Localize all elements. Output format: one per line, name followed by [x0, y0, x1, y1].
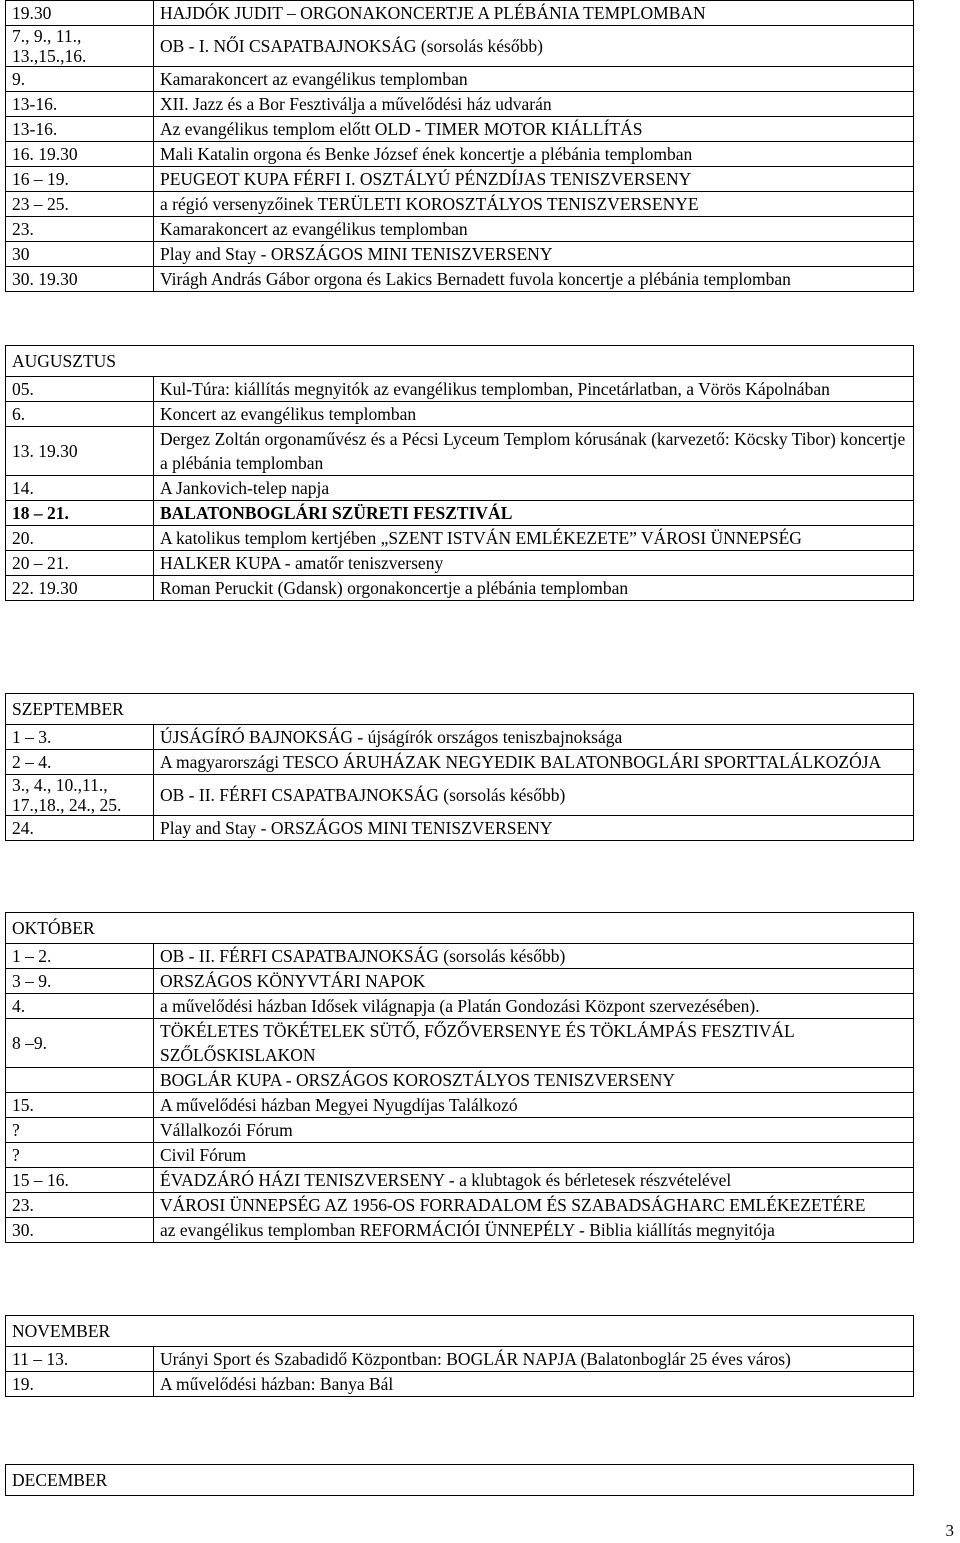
table-row — [6, 167, 914, 192]
date-cell: 7., 9., 11., 13.,15.,16. — [6, 26, 154, 67]
table-row — [6, 1218, 914, 1243]
date-cell: 6. — [6, 402, 154, 427]
event-cell: HALKER KUPA - amatőr teniszverseny — [154, 551, 914, 576]
date-cell: 19.30 — [6, 1, 154, 26]
date-cell: 13-16. — [6, 117, 154, 142]
event-cell: A katolikus templom kertjében „SZENT ISTVÁN EMLÉKEZETE” VÁROSI ÜNNEPSÉG — [154, 526, 914, 551]
event-cell: OB - II. FÉRFI CSAPATBAJNOKSÁG (sorsolás később) — [154, 775, 914, 816]
table-row — [6, 994, 914, 1019]
table-row — [6, 816, 914, 841]
event-cell: Virágh András Gábor orgona és Lakics Bernadett fuvola koncertje a plébánia templomban — [154, 267, 914, 292]
table-row — [6, 750, 914, 775]
table-row — [6, 1093, 914, 1118]
page-number: 3 — [945, 1521, 954, 1540]
event-cell: Dergez Zoltán orgonaművész és a Pécsi Lyceum Templom kórusának (karvezető: Köcsky Tibor) koncertje a plébánia templomban — [154, 427, 914, 476]
table-row — [6, 192, 914, 217]
date-cell: 14. — [6, 476, 154, 501]
event-cell: HAJDÓK JUDIT – ORGONAKONCERTJE A PLÉBÁNIA TEMPLOMBAN — [154, 1, 914, 26]
event-cell: Play and Stay - ORSZÁGOS MINI TENISZVERSENY — [154, 242, 914, 267]
date-cell — [6, 1068, 154, 1093]
event-cell: A magyarországi TESCO ÁRUHÁZAK NEGYEDIK BALATONBOGLÁRI SPORTTALÁLKOZÓJA — [154, 750, 914, 775]
date-cell: 23. — [6, 1193, 154, 1218]
date-cell: 20 – 21. — [6, 551, 154, 576]
date-cell: 2 – 4. — [6, 750, 154, 775]
event-cell: a régió versenyzőinek TERÜLETI KOROSZTÁLYOS TENISZVERSENYE — [154, 192, 914, 217]
table-row — [6, 427, 914, 476]
table-row — [6, 217, 914, 242]
event-cell: TÖKÉLETES TÖKÉTELEK SÜTŐ, FŐZŐVERSENYE ÉS TÖKLÁMPÁS FESZTIVÁL SZŐLŐSKISLAKON — [154, 1019, 914, 1068]
table-july — [5, 0, 914, 292]
table-row — [6, 242, 914, 267]
event-cell: a művelődési házban Idősek világnapja (a Platán Gondozási Központ szervezésében). — [154, 994, 914, 1019]
table-row — [6, 1347, 914, 1372]
month-heading: OKTÓBER — [6, 913, 914, 944]
month-heading: DECEMBER — [6, 1465, 914, 1496]
event-cell: A művelődési házban Megyei Nyugdíjas Találkozó — [154, 1093, 914, 1118]
event-cell: ÚJSÁGÍRÓ BAJNOKSÁG - újságírók országos teniszbajnoksága — [154, 725, 914, 750]
event-cell: A Jankovich-telep napja — [154, 476, 914, 501]
date-cell: ? — [6, 1118, 154, 1143]
event-cell: Koncert az evangélikus templomban — [154, 402, 914, 427]
month-heading: NOVEMBER — [6, 1316, 914, 1347]
table-row — [6, 67, 914, 92]
table-row — [6, 526, 914, 551]
date-cell: 3., 4., 10.,11., 17.,18., 24., 25. — [6, 775, 154, 816]
date-cell: 16 – 19. — [6, 167, 154, 192]
date-cell: 22. 19.30 — [6, 576, 154, 601]
table-row — [6, 551, 914, 576]
table-row — [6, 476, 914, 501]
table-row — [6, 92, 914, 117]
date-cell: 20. — [6, 526, 154, 551]
table-november — [5, 1315, 914, 1397]
date-cell: 1 – 3. — [6, 725, 154, 750]
table-row — [6, 402, 914, 427]
date-cell: 30. — [6, 1218, 154, 1243]
table-row — [6, 944, 914, 969]
date-cell: 30 — [6, 242, 154, 267]
date-cell: 4. — [6, 994, 154, 1019]
date-cell: 11 – 13. — [6, 1347, 154, 1372]
event-cell: BALATONBOGLÁRI SZÜRETI FESZTIVÁL — [154, 501, 914, 526]
date-cell: 16. 19.30 — [6, 142, 154, 167]
event-cell: Kamarakoncert az evangélikus templomban — [154, 217, 914, 242]
table-row — [6, 117, 914, 142]
date-cell: 1 – 2. — [6, 944, 154, 969]
event-cell: BOGLÁR KUPA - ORSZÁGOS KOROSZTÁLYOS TENISZVERSENY — [154, 1068, 914, 1093]
date-cell: 13-16. — [6, 92, 154, 117]
date-cell: 9. — [6, 67, 154, 92]
date-cell: 30. 19.30 — [6, 267, 154, 292]
event-cell: ÉVADZÁRÓ HÁZI TENISZVERSENY - a klubtagok és bérletesek részvételével — [154, 1168, 914, 1193]
table-row — [6, 1019, 914, 1068]
table-row — [6, 142, 914, 167]
table-september — [5, 693, 914, 841]
table-row — [6, 969, 914, 994]
table-row — [6, 501, 914, 526]
date-cell: 19. — [6, 1372, 154, 1397]
table-row — [6, 1372, 914, 1397]
table-row — [6, 725, 914, 750]
table-row — [6, 1168, 914, 1193]
table-row — [6, 267, 914, 292]
event-cell: Civil Fórum — [154, 1143, 914, 1168]
date-cell: 15. — [6, 1093, 154, 1118]
table-row — [6, 26, 914, 67]
date-cell: 18 – 21. — [6, 501, 154, 526]
date-cell: 15 – 16. — [6, 1168, 154, 1193]
event-cell: Urányi Sport és Szabadidő Központban: BOGLÁR NAPJA (Balatonboglár 25 éves város) — [154, 1347, 914, 1372]
event-cell: ORSZÁGOS KÖNYVTÁRI NAPOK — [154, 969, 914, 994]
date-cell: 8 –9. — [6, 1019, 154, 1068]
date-cell: 23 – 25. — [6, 192, 154, 217]
date-cell: 24. — [6, 816, 154, 841]
event-cell: Roman Peruckit (Gdansk) orgonakoncertje a plébánia templomban — [154, 576, 914, 601]
month-heading: SZEPTEMBER — [6, 694, 914, 725]
event-cell: Kamarakoncert az evangélikus templomban — [154, 67, 914, 92]
event-cell: OB - I. NŐI CSAPATBAJNOKSÁG (sorsolás később) — [154, 26, 914, 67]
event-cell: XII. Jazz és a Bor Fesztiválja a művelődési ház udvarán — [154, 92, 914, 117]
date-cell: 13. 19.30 — [6, 427, 154, 476]
table-row — [6, 576, 914, 601]
event-cell: Play and Stay - ORSZÁGOS MINI TENISZVERSENY — [154, 816, 914, 841]
event-cell: Kul-Túra: kiállítás megnyitók az evangélikus templomban, Pincetárlatban, a Vörös Kápolnában — [154, 377, 914, 402]
event-cell: az evangélikus templomban REFORMÁCIÓI ÜNNEPÉLY - Biblia kiállítás megnyitója — [154, 1218, 914, 1243]
date-cell: ? — [6, 1143, 154, 1168]
date-cell: 05. — [6, 377, 154, 402]
table-october — [5, 912, 914, 1243]
month-heading: AUGUSZTUS — [6, 346, 914, 377]
table-row — [6, 1, 914, 26]
table-row — [6, 775, 914, 816]
date-cell: 23. — [6, 217, 154, 242]
event-cell: PEUGEOT KUPA FÉRFI I. OSZTÁLYÚ PÉNZDÍJAS TENISZVERSENY — [154, 167, 914, 192]
event-cell: Vállalkozói Fórum — [154, 1118, 914, 1143]
table-row — [6, 1193, 914, 1218]
event-cell: OB - II. FÉRFI CSAPATBAJNOKSÁG (sorsolás később) — [154, 944, 914, 969]
event-cell: VÁROSI ÜNNEPSÉG AZ 1956-OS FORRADALOM ÉS SZABADSÁGHARC EMLÉKEZETÉRE — [154, 1193, 914, 1218]
table-row — [6, 1068, 914, 1093]
table-row — [6, 1118, 914, 1143]
date-cell: 3 – 9. — [6, 969, 154, 994]
event-cell: Mali Katalin orgona és Benke József ének koncertje a plébánia templomban — [154, 142, 914, 167]
event-cell: Az evangélikus templom előtt OLD - TIMER MOTOR KIÁLLÍTÁS — [154, 117, 914, 142]
table-row — [6, 377, 914, 402]
event-cell: A művelődési házban: Banya Bál — [154, 1372, 914, 1397]
table-row — [6, 1143, 914, 1168]
table-august — [5, 345, 914, 601]
table-december — [5, 1464, 914, 1496]
